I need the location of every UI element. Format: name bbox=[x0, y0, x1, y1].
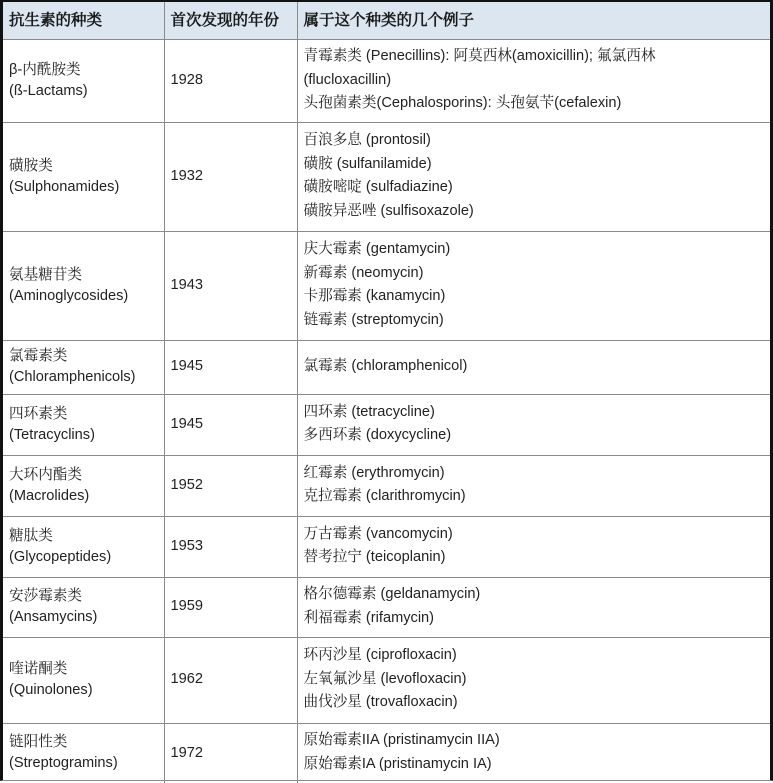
example-item: 曲伐沙星 (trovafloxacin) bbox=[303, 694, 458, 711]
year-cell: 1952 bbox=[164, 455, 297, 516]
example-item: 磺胺异恶唑 (sulfisoxazole) bbox=[303, 202, 474, 219]
example-item: 替考拉宁 (teicoplanin) bbox=[303, 549, 446, 565]
year-cell: 1959 bbox=[164, 577, 297, 637]
class-name-zh: 喹诺酮类 bbox=[9, 661, 68, 677]
example-item: 氯霉素 (chloramphenicol) bbox=[303, 357, 468, 374]
example-item: 新霉素 (neomycin) bbox=[303, 264, 424, 281]
header-examples: 属于这个种类的几个例子 bbox=[297, 2, 770, 40]
example-item: 万古霉素 (vancomycin) bbox=[303, 525, 453, 542]
year-cell: 1943 bbox=[164, 231, 297, 340]
year-cell: 1945 bbox=[164, 394, 297, 455]
header-year: 首次发现的年份 bbox=[164, 2, 297, 40]
example-item: 磺胺嘧啶 (sulfadiazine) bbox=[303, 179, 453, 195]
example-item: 克拉霉素 (clarithromycin) bbox=[303, 488, 466, 504]
class-name-en: (Quinolones) bbox=[9, 682, 93, 698]
class-name-en: (Macrolides) bbox=[9, 487, 90, 504]
antibiotic-classes-table bbox=[3, 2, 770, 783]
table-row bbox=[3, 231, 770, 340]
example-item: 环丙沙星 (ciprofloxacin) bbox=[303, 647, 457, 664]
class-name-zh: 链阳性类 bbox=[9, 734, 68, 751]
year-cell: 1945 bbox=[164, 340, 297, 394]
table-row bbox=[3, 340, 770, 394]
class-name-en: (ß-Lactams) bbox=[9, 82, 88, 99]
table-row bbox=[3, 394, 770, 455]
table-header-row bbox=[3, 2, 770, 40]
example-item: 左氧氟沙星 (levofloxacin) bbox=[303, 670, 467, 687]
class-cell bbox=[3, 122, 164, 231]
class-name-zh: 磺胺类 bbox=[9, 157, 53, 174]
example-item: 头孢菌素类(Cephalosporins): 头孢氨苄(cefalexin) bbox=[303, 95, 622, 111]
examples-cell bbox=[297, 637, 770, 723]
example-item: 红霉素 (erythromycin) bbox=[303, 464, 445, 481]
examples-cell bbox=[297, 231, 770, 340]
class-cell bbox=[3, 723, 164, 783]
class-name-zh: 氨基糖苷类 bbox=[9, 266, 82, 283]
class-name-en: (Sulphonamides) bbox=[9, 178, 120, 195]
example-item: 四环素 (tetracycline) bbox=[303, 403, 435, 420]
year-cell: 1928 bbox=[164, 40, 297, 123]
examples-cell bbox=[297, 516, 770, 577]
table-row bbox=[3, 40, 770, 123]
example-item: 百浪多息 (prontosil) bbox=[303, 132, 431, 148]
table-row bbox=[3, 723, 770, 783]
example-item: 多西环素 (doxycycline) bbox=[303, 427, 452, 443]
examples-cell bbox=[297, 723, 770, 783]
class-name-en: (Glycopeptides) bbox=[9, 548, 112, 565]
example-item: 原始霉素IA (pristinamycin IA) bbox=[303, 755, 492, 772]
class-name-en: (Aminoglycosides) bbox=[9, 287, 129, 304]
example-item: 青霉素类 (Penecillins): 阿莫西林(amoxicillin); 氟氯西林 bbox=[303, 48, 656, 64]
class-cell bbox=[3, 455, 164, 516]
class-name-zh: 大环内酯类 bbox=[9, 466, 82, 483]
table-row bbox=[3, 516, 770, 577]
class-name-en: (Ansamycins) bbox=[9, 609, 98, 625]
class-cell bbox=[3, 340, 164, 394]
examples-cell bbox=[297, 394, 770, 455]
examples-cell bbox=[297, 122, 770, 231]
year-cell: 1962 bbox=[164, 637, 297, 723]
class-cell bbox=[3, 231, 164, 340]
class-cell bbox=[3, 394, 164, 455]
example-item: 磺胺 (sulfanilamide) bbox=[303, 155, 432, 172]
example-item: 原始霉素IIA (pristinamycin IIA) bbox=[303, 732, 500, 749]
example-item: 格尔德霉素 (geldanamycin) bbox=[303, 586, 481, 602]
examples-cell bbox=[297, 455, 770, 516]
example-item: 庆大霉素 (gentamycin) bbox=[303, 241, 451, 257]
example-item: 链霉素 (streptomycin) bbox=[303, 311, 444, 328]
table-row bbox=[3, 577, 770, 637]
class-name-zh: 四环素类 bbox=[9, 405, 68, 422]
class-cell bbox=[3, 40, 164, 123]
class-cell bbox=[3, 516, 164, 577]
class-name-zh: 氯霉素类 bbox=[9, 348, 68, 364]
example-item: 利福霉素 (rifamycin) bbox=[303, 609, 435, 626]
examples-cell bbox=[297, 577, 770, 637]
table-row bbox=[3, 455, 770, 516]
example-item: (flucloxacillin) bbox=[303, 71, 392, 88]
class-cell bbox=[3, 637, 164, 723]
example-item: 卡那霉素 (kanamycin) bbox=[303, 288, 446, 304]
class-name-zh: 安莎霉素类 bbox=[9, 588, 82, 604]
examples-cell bbox=[297, 340, 770, 394]
class-name-en: (Tetracyclins) bbox=[9, 426, 95, 443]
header-class: 抗生素的种类 bbox=[3, 2, 164, 40]
year-cell: 1932 bbox=[164, 122, 297, 231]
class-name-zh: β-内酰胺类 bbox=[9, 61, 81, 78]
class-name-en: (Streptogramins) bbox=[9, 755, 118, 772]
class-name-en: (Chloramphenicols) bbox=[9, 369, 136, 385]
examples-cell bbox=[297, 40, 770, 123]
table-row bbox=[3, 637, 770, 723]
class-name-zh: 糖肽类 bbox=[9, 527, 53, 544]
year-cell: 1953 bbox=[164, 516, 297, 577]
class-cell bbox=[3, 577, 164, 637]
table-row bbox=[3, 122, 770, 231]
year-cell: 1972 bbox=[164, 723, 297, 783]
